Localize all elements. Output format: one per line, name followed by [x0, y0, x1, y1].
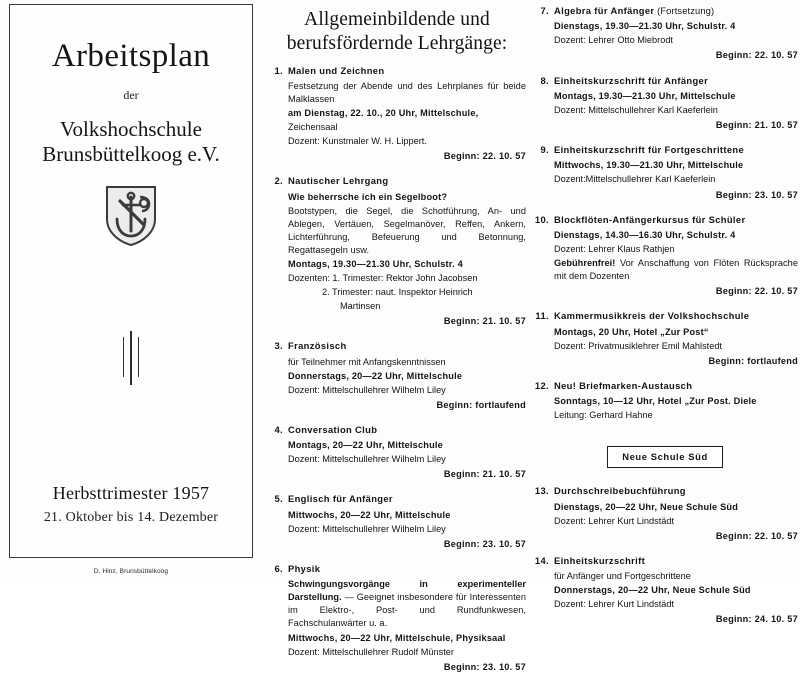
course-number: 13.: [534, 485, 549, 497]
course-body: [532, 501, 798, 543]
course-start-date: Beginn: fortlaufend: [436, 399, 526, 410]
course-detail-line: Dienstags, 19.30—21.30 Uhr, Schulstr. 4: [554, 21, 736, 32]
course-detail-line: Dozent: Privatmusiklehrer Emil Mahlstedt: [554, 340, 722, 351]
course-body: [268, 191, 526, 329]
course-detail-line: Dozenten: 1. Trimester: Rektor John Jacobsen: [288, 273, 478, 283]
course-number: 3.: [274, 340, 283, 352]
course-start-date: Beginn: 22. 10. 57: [715, 50, 798, 61]
course-title: Durchschreibebuchführung: [554, 485, 686, 497]
course-title: Physik: [288, 562, 321, 574]
course-detail-line: Dozent: Kunstmaler W. H. Lippert.: [288, 136, 427, 147]
course-start-date: Beginn: 21. 10. 57: [443, 469, 526, 480]
course-number: 9.: [540, 144, 549, 156]
course-title-row: [532, 379, 798, 392]
course-title-row: [268, 423, 526, 436]
section-heading: [268, 8, 526, 56]
course-detail-line: Donnerstags, 20—22 Uhr, Neue Schule Süd: [554, 585, 751, 596]
course-entry: [532, 309, 798, 368]
course-detail-line: Dienstags, 20—22 Uhr, Neue Schule Süd: [554, 501, 739, 512]
course-detail-line: Dozent: Lehrer Kurt Lindstädt: [554, 599, 675, 610]
section-heading-line-1: Allgemeinbildende und: [304, 9, 490, 30]
course-list-right-bottom: [532, 484, 798, 626]
course-detail-line: am Dienstag, 22. 10., 20 Uhr, Mittelschule,: [288, 108, 479, 119]
course-number: 7.: [540, 5, 549, 16]
course-title: Einheitskurzschrift für Anfänger: [554, 74, 709, 86]
course-title: Einheitskurzschrift für Fortgeschrittene: [554, 144, 745, 156]
course-title: Kammermusikkreis der Volkshochschule: [554, 310, 750, 322]
course-body: [532, 229, 798, 298]
course-detail-line: Dozent: Lehrer Kurt Lindstädt: [554, 515, 675, 526]
course-entry: [268, 423, 526, 482]
course-body: [268, 578, 526, 673]
course-detail-line: Montags, 19.30—21.30 Uhr, Mittelschule: [554, 90, 736, 101]
course-body: [268, 439, 526, 481]
course-title: Algebra für Anfänger (Fortsetzung): [554, 5, 715, 16]
course-number: 14.: [534, 554, 549, 566]
course-detail-emphasis: Schwingungsvorgänge in experimenteller Darstellung.: [288, 579, 526, 603]
course-detail-line: Donnerstags, 20—22 Uhr, Mittelschule: [288, 370, 463, 381]
cover-term-title: Herbsttrimester 1957: [52, 483, 210, 503]
course-detail-line: Montags, 20 Uhr, Hotel „Zur Post“: [554, 326, 709, 337]
cover-panel: [0, 0, 262, 584]
course-start-date: Beginn: 21. 10. 57: [715, 120, 798, 130]
cover-organization-line-1: Volkshochschule: [60, 117, 202, 141]
cover-term-block: [44, 483, 218, 526]
course-start-date: Beginn: fortlaufend: [708, 355, 798, 366]
course-detail-remainder: — Geeignet insbesondere für Interessenten im Elektro-, Post- und Rundfunkwesen, Fachschulanwärter u. a.: [288, 592, 526, 629]
course-detail-line: Leitung: Gerhard Hahne: [554, 410, 653, 421]
course-title-row: [532, 74, 798, 87]
course-start-date: Beginn: 21. 10. 57: [443, 316, 526, 327]
course-detail-line: [554, 257, 798, 283]
course-title: Nautischer Lehrgang: [288, 175, 389, 187]
course-number: 1.: [274, 64, 283, 76]
course-detail-line: 2. Trimester: naut. Inspektor Heinrich: [322, 287, 473, 298]
cover-title: Arbeitsplan: [51, 38, 211, 74]
course-number: 10.: [534, 213, 549, 225]
course-detail-line: Dozent: Lehrer Otto Miebrodt: [554, 35, 673, 46]
course-title: Englisch für Anfänger: [288, 493, 393, 505]
course-detail-line: Dozent: Mittelschullehrer Wilhelm Liley: [288, 454, 446, 465]
course-body: [268, 356, 526, 412]
course-entry: [268, 174, 526, 328]
course-title-row: [532, 4, 798, 17]
section-heading-line-2: berufsfördernde Lehrgänge:: [286, 32, 508, 54]
decorative-rule-bars: [123, 331, 140, 387]
course-detail-line: für Teilnehmer mit Anfangskenntnissen: [288, 356, 446, 367]
course-detail-line: [288, 578, 526, 630]
course-entry: [532, 4, 798, 63]
course-detail-line: Dozent:Mittelschullehrer Karl Kaeferlein: [554, 174, 716, 185]
course-column-middle: [268, 4, 526, 685]
course-body: [532, 20, 798, 62]
course-detail-line: Dozent: Lehrer Klaus Rathjen: [554, 244, 675, 254]
course-detail-line: Mittwochs, 19.30—21.30 Uhr, Mittelschule: [554, 160, 744, 171]
course-title-row: [532, 554, 798, 567]
course-number: 5.: [274, 493, 283, 505]
course-entry: [268, 562, 526, 674]
course-detail-line: Wie beherrsche ich ein Segelboot?: [288, 191, 448, 202]
course-detail-line: Dozent: Mittelschullehrer Karl Kaeferlein: [554, 104, 718, 115]
course-title: Conversation Club: [288, 423, 378, 435]
course-title-row: [268, 64, 526, 77]
course-entry: [268, 339, 526, 412]
course-start-date: Beginn: 22. 10. 57: [715, 286, 798, 297]
cover-content: [9, 4, 253, 558]
printer-imprint: D. Hinz, Brunsbüttelkoog: [93, 568, 169, 575]
course-detail-remainder: Vor Anschaffung von Flöten Rücksprache mit dem Dozenten: [554, 258, 798, 282]
course-detail-line: Festsetzung der Abende und des Lehrplanes für beide Malklassen: [288, 80, 526, 104]
course-detail-line: Bootstypen, die Segel, die Schotführung, An- und Ablegen, Vertäuen, Segelmanöver, Reffen, Ankern, Lichterführung, Befeuerung und Betonnung, Regattasegeln usw.: [288, 205, 526, 255]
course-start-date: Beginn: 22. 10. 57: [443, 151, 526, 162]
course-detail-line: Montags, 19.30—21.30 Uhr, Schulstr. 4: [288, 258, 463, 269]
course-detail-line: Dozent: Mittelschullehrer Rudolf Münster: [288, 646, 454, 657]
course-column-right: [532, 4, 798, 637]
course-title-row: [532, 484, 798, 497]
course-body: [532, 326, 798, 368]
course-title: Blockflöten-Anfängerkursus für Schüler: [554, 213, 746, 225]
course-number: 6.: [274, 562, 283, 574]
course-title-row: [268, 174, 526, 187]
course-body: [532, 395, 798, 422]
course-number: 12.: [534, 379, 549, 391]
course-title-row: [532, 143, 798, 156]
course-detail-line: Dozent: Mittelschullehrer Wilhelm Liley: [288, 523, 446, 534]
course-list-middle: [268, 64, 526, 674]
course-entry: [532, 213, 798, 299]
cover-connector-word: der: [123, 88, 139, 102]
course-number: 4.: [274, 423, 283, 435]
cover-term-daterange: 21. Oktober bis 14. Dezember: [43, 510, 219, 525]
course-body: [532, 159, 798, 201]
neue-schule-sued-box: Neue Schule Süd: [607, 446, 723, 468]
course-list-right-top: [532, 4, 798, 422]
course-title: Französisch: [288, 340, 347, 352]
course-detail-line: Zeichensaal: [288, 122, 338, 133]
course-start-date: Beginn: 23. 10. 57: [443, 538, 526, 549]
course-detail-line: für Anfänger und Fortgeschrittene: [554, 571, 691, 582]
coat-of-arms-icon: [104, 185, 158, 247]
course-entry: [532, 484, 798, 543]
course-title-row: [268, 562, 526, 575]
course-entry: [268, 64, 526, 164]
course-start-date: Beginn: 24. 10. 57: [715, 614, 798, 625]
course-number: 11.: [535, 310, 549, 322]
course-number: 2.: [274, 175, 283, 187]
course-detail-line: Mittwochs, 20—22 Uhr, Mittelschule: [288, 509, 451, 520]
course-title-row: [268, 339, 526, 352]
course-start-date: Beginn: 23. 10. 57: [715, 189, 798, 200]
course-title: Neu! Briefmarken-Austausch: [554, 379, 693, 391]
course-entry: [532, 74, 798, 133]
course-body: [532, 90, 798, 132]
course-title-row: [532, 309, 798, 322]
course-body: [268, 509, 526, 551]
course-detail-line: Dozent: Mittelschullehrer Wilhelm Liley: [288, 384, 446, 395]
course-title-row: [532, 213, 798, 226]
course-detail-line: Martinsen: [340, 301, 381, 312]
course-detail-emphasis: Gebührenfrei!: [554, 258, 616, 269]
course-start-date: Beginn: 22. 10. 57: [715, 530, 798, 541]
course-detail-line: Montags, 20—22 Uhr, Mittelschule: [288, 440, 443, 451]
course-title: Einheitskurzschrift: [554, 554, 646, 566]
course-detail-line: Sonntags, 10—12 Uhr, Hotel „Zur Post. Diele: [554, 396, 757, 407]
course-entry: [268, 492, 526, 551]
course-detail-line: Dienstags, 14.30—16.30 Uhr, Schulstr. 4: [554, 229, 736, 240]
course-body: [268, 80, 526, 163]
course-entry: [532, 379, 798, 422]
course-start-date: Beginn: 23. 10. 57: [443, 661, 526, 672]
course-entry: [532, 554, 798, 627]
course-entry: [532, 143, 798, 202]
course-body: [532, 570, 798, 626]
cover-organization-line-2: Brunsbüttelkoog e.V.: [42, 141, 220, 166]
course-title-row: [268, 492, 526, 505]
course-title: Malen und Zeichnen: [288, 64, 385, 76]
course-number: 8.: [540, 74, 549, 86]
course-title-suffix: (Fortsetzung): [654, 5, 715, 16]
course-detail-line: Mittwochs, 20—22 Uhr, Mittelschule, Physiksaal: [288, 632, 506, 643]
